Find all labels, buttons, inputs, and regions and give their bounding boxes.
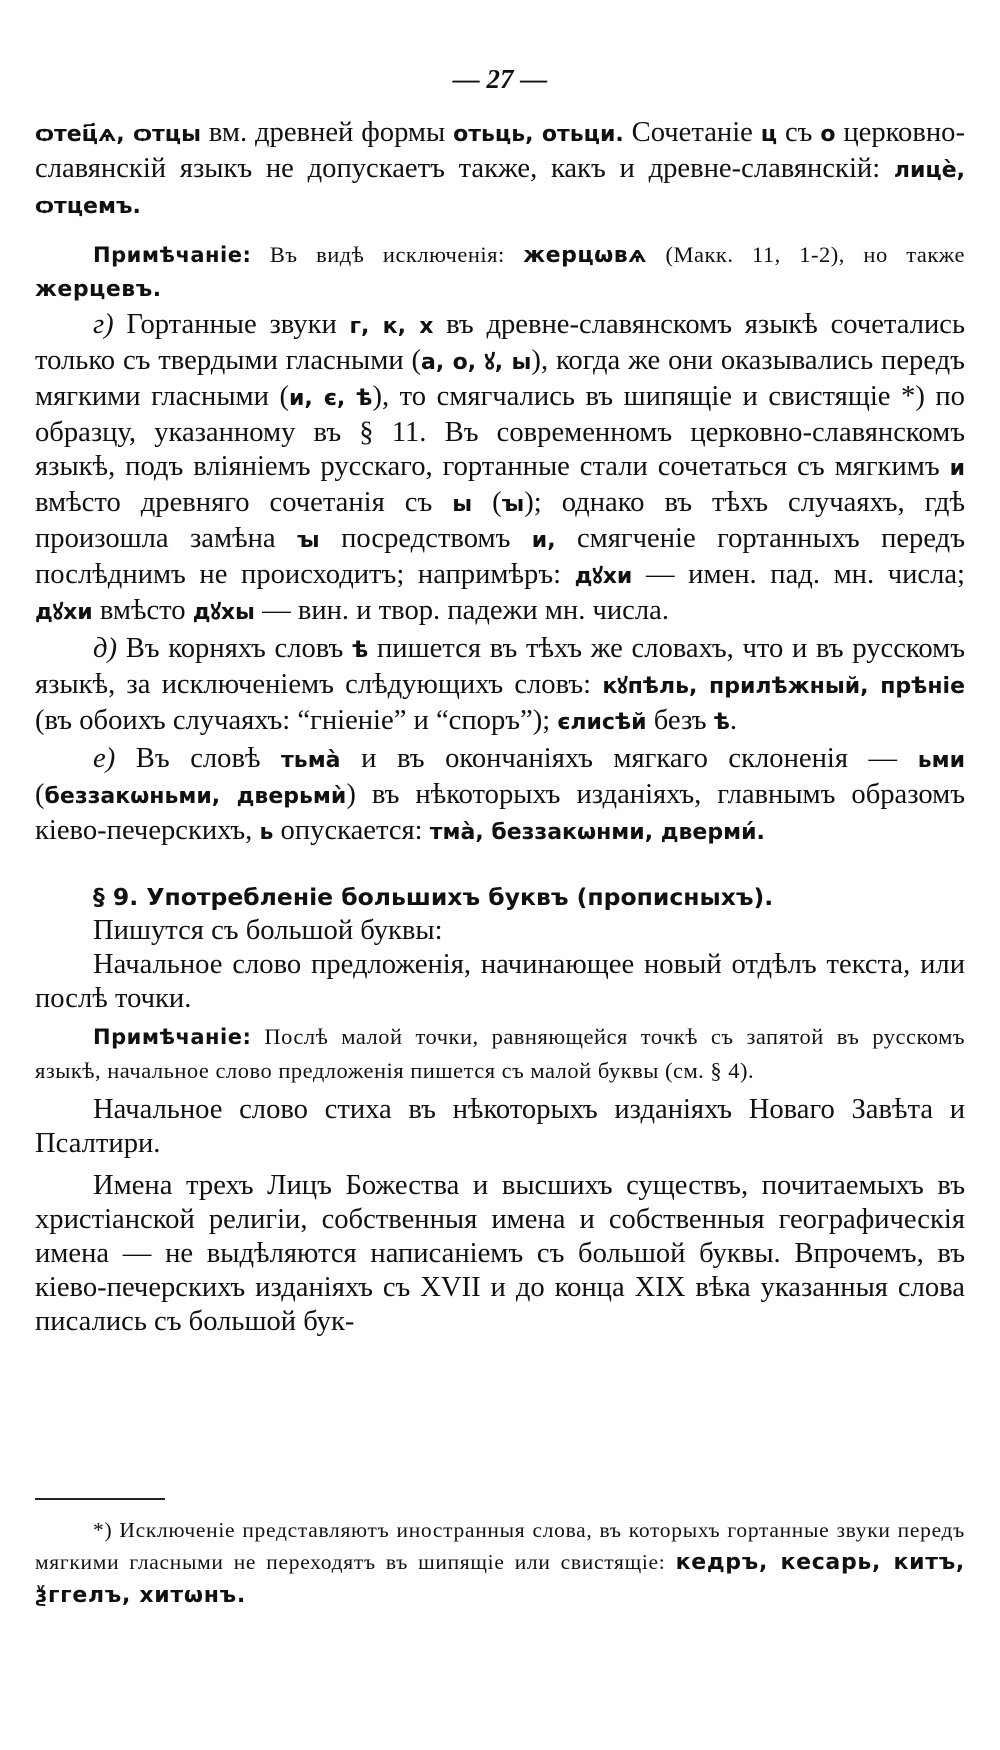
paragraph-e-soft-sign xyxy=(35,742,965,850)
text-run: ), когда же они оказывались передъ мягкими гласными ( xyxy=(35,345,965,412)
paragraph-verse-start: Начальное слово стиха въ нѣкоторыхъ изданіяхъ Новаго Завѣта и Псалтири. xyxy=(35,1094,965,1159)
paragraph-g-gutturals xyxy=(35,308,965,630)
text-run: вмѣсто xyxy=(92,595,193,626)
text-run: Послѣ малой точки, равняющейся точкѣ съ запятой въ русскомъ языкѣ, начальное слово предложенія пишется съ малой буквы (см. § 4). xyxy=(35,1024,965,1083)
church-slavonic-letter: ы xyxy=(452,492,473,517)
footnote-text xyxy=(35,1514,965,1612)
church-slavonic-word: єлисѣй xyxy=(557,710,647,735)
text-run: въ древне-славянскомъ языкѣ сочетались только съ твердыми гласными ( xyxy=(35,309,965,376)
item-marker: г) xyxy=(93,309,114,340)
item-marker: е) xyxy=(93,743,116,774)
church-slavonic-word: дꙋхи xyxy=(35,600,93,625)
church-slavonic-letters: а, о, ꙋ, ы xyxy=(421,350,532,375)
text-run: ); однако въ тѣхъ случаяхъ, гдѣ произошла замѣна xyxy=(35,487,965,554)
text-run: — имен. пад. мн. числа; xyxy=(632,559,965,590)
text-run: ( xyxy=(472,487,502,518)
text-run: и въ окончаніяхъ мягкаго склоненія — xyxy=(340,743,918,774)
church-slavonic-letter: ꙑ xyxy=(501,492,525,517)
text-run: Сочетаніе xyxy=(623,117,761,148)
text-run: (Макк. 11, 1-2), но также xyxy=(646,242,965,267)
text-run: (въ обоихъ случаяхъ: “гніеніе” и “споръ”); xyxy=(35,705,558,736)
church-slavonic-letters: г, к, х xyxy=(349,314,434,339)
text-run: . xyxy=(729,705,738,736)
text-run: ) въ нѣкоторыхъ изданіяхъ, главнымъ образомъ кіево-печерскихъ, xyxy=(35,779,965,846)
church-slavonic-word: тьмà xyxy=(281,748,341,773)
footnote xyxy=(35,1514,965,1612)
church-slavonic-words: кꙋпѣль, прилѣжный, прѣніе xyxy=(602,674,965,699)
church-slavonic-letter: ꙑ xyxy=(297,528,320,553)
page-number: — 27 — xyxy=(452,64,548,94)
text-run: вмѣсто древняго сочетанія съ xyxy=(35,487,453,518)
item-marker: д) xyxy=(93,633,117,664)
church-slavonic-letter: ѣ xyxy=(352,638,369,663)
church-slavonic-word: ѻтец҃ѧ, ѻтцы xyxy=(35,122,201,147)
text-run: — вин. и твор. падежи мн. числа. xyxy=(254,595,669,626)
church-slavonic-word: ьми xyxy=(917,748,965,773)
text-run: ( xyxy=(35,779,45,810)
text-run: церковно-славянскій языкъ не допускаетъ также, какъ и древне-славянскій: xyxy=(35,117,965,184)
church-slavonic-word: дꙋхи xyxy=(574,564,633,589)
paragraph-capital-intro: Пишутся съ большой буквы: xyxy=(93,915,443,946)
text-run: съ xyxy=(777,117,821,148)
paragraph-holy-names: Имена трехъ Лицъ Божества и высшихъ существъ, почитаемыхъ въ христіанской религіи, собственныя имена и собственныя географическія имена — не выдѣляются написаніемъ съ большой буквы. Впрочемъ, въ кіево-печерскихъ изданіяхъ съ XVII и до конца XIX вѣка указанныя слова писались съ большой бук- xyxy=(35,1170,965,1337)
church-slavonic-words: кедръ, кесарь, китъ, ѯггелъ, хитѡнъ. xyxy=(35,1550,965,1608)
church-slavonic-word: жерцевъ. xyxy=(35,277,162,302)
church-slavonic-letters: и, є, ѣ xyxy=(289,386,373,411)
text-run: Въ словѣ xyxy=(115,743,282,774)
main-text xyxy=(35,116,965,1339)
note-exception xyxy=(35,238,965,306)
text-run: вм. древней формы xyxy=(200,117,454,148)
church-slavonic-words: беззакѡньми, дверьмѝ xyxy=(44,784,347,809)
paragraph-sentence-start: Начальное слово предложенія, начинающее новый отдѣлъ текста, или послѣ точки. xyxy=(35,949,965,1014)
church-slavonic-letter: и xyxy=(949,456,965,481)
church-slavonic-word: отьць, отьци. xyxy=(453,122,624,147)
church-slavonic-letter: и, xyxy=(531,528,556,553)
text-run: Въ видѣ исключенія: xyxy=(251,242,524,267)
church-slavonic-word: лицѐ, ѻтцемъ. xyxy=(35,158,965,219)
text-run: посредствомъ xyxy=(319,523,532,554)
text-run: *) Исключеніе представляютъ иностранныя слова, въ которыхъ гортанные звуки передъ мягкими гласными не переходятъ въ шипящіе или свистящіе: xyxy=(35,1518,965,1574)
church-slavonic-letter: ь xyxy=(259,820,274,845)
church-slavonic-word: дꙋхы xyxy=(192,600,255,625)
text-run: смягченіе гортанныхъ передъ послѣднимъ не происходитъ; напримѣръ: xyxy=(35,523,966,590)
church-slavonic-word: жерцѡвѧ xyxy=(523,243,647,268)
text-run: ), то смягчались въ шипящіе и свистящіе *) по образцу, указанному въ § 11. Въ современномъ церковно-славянскомъ языкѣ, подъ вліяніемъ русскаго, гортанные стали сочетаться съ мягкимъ xyxy=(35,381,965,482)
text-run: опускается: xyxy=(273,815,430,846)
note-label: Примѣчаніе: xyxy=(93,1025,252,1049)
paragraph-otec xyxy=(35,116,965,224)
footnote-separator xyxy=(35,1498,165,1500)
note-label: Примѣчаніе: xyxy=(93,243,252,267)
paragraph-d-yat xyxy=(35,632,965,740)
text-run: Въ корняхъ словъ xyxy=(117,633,353,664)
church-slavonic-letter: ѣ xyxy=(713,710,730,735)
church-slavonic-words: тмà, беззакѡнми, дверми́. xyxy=(429,820,765,845)
section-heading: § 9. Употребленіе большихъ буквъ (прописныхъ). xyxy=(93,883,774,911)
note-small-dot xyxy=(35,1020,965,1087)
church-slavonic-letter: ц xyxy=(760,122,778,147)
text-run: безъ xyxy=(646,705,714,736)
text-run: Гортанные звуки xyxy=(113,309,350,340)
church-slavonic-letter: о xyxy=(820,122,836,147)
text-run: пишется въ тѣхъ же словахъ, что и въ русскомъ языкѣ, за исключеніемъ слѣдующихъ словъ: xyxy=(35,633,965,700)
